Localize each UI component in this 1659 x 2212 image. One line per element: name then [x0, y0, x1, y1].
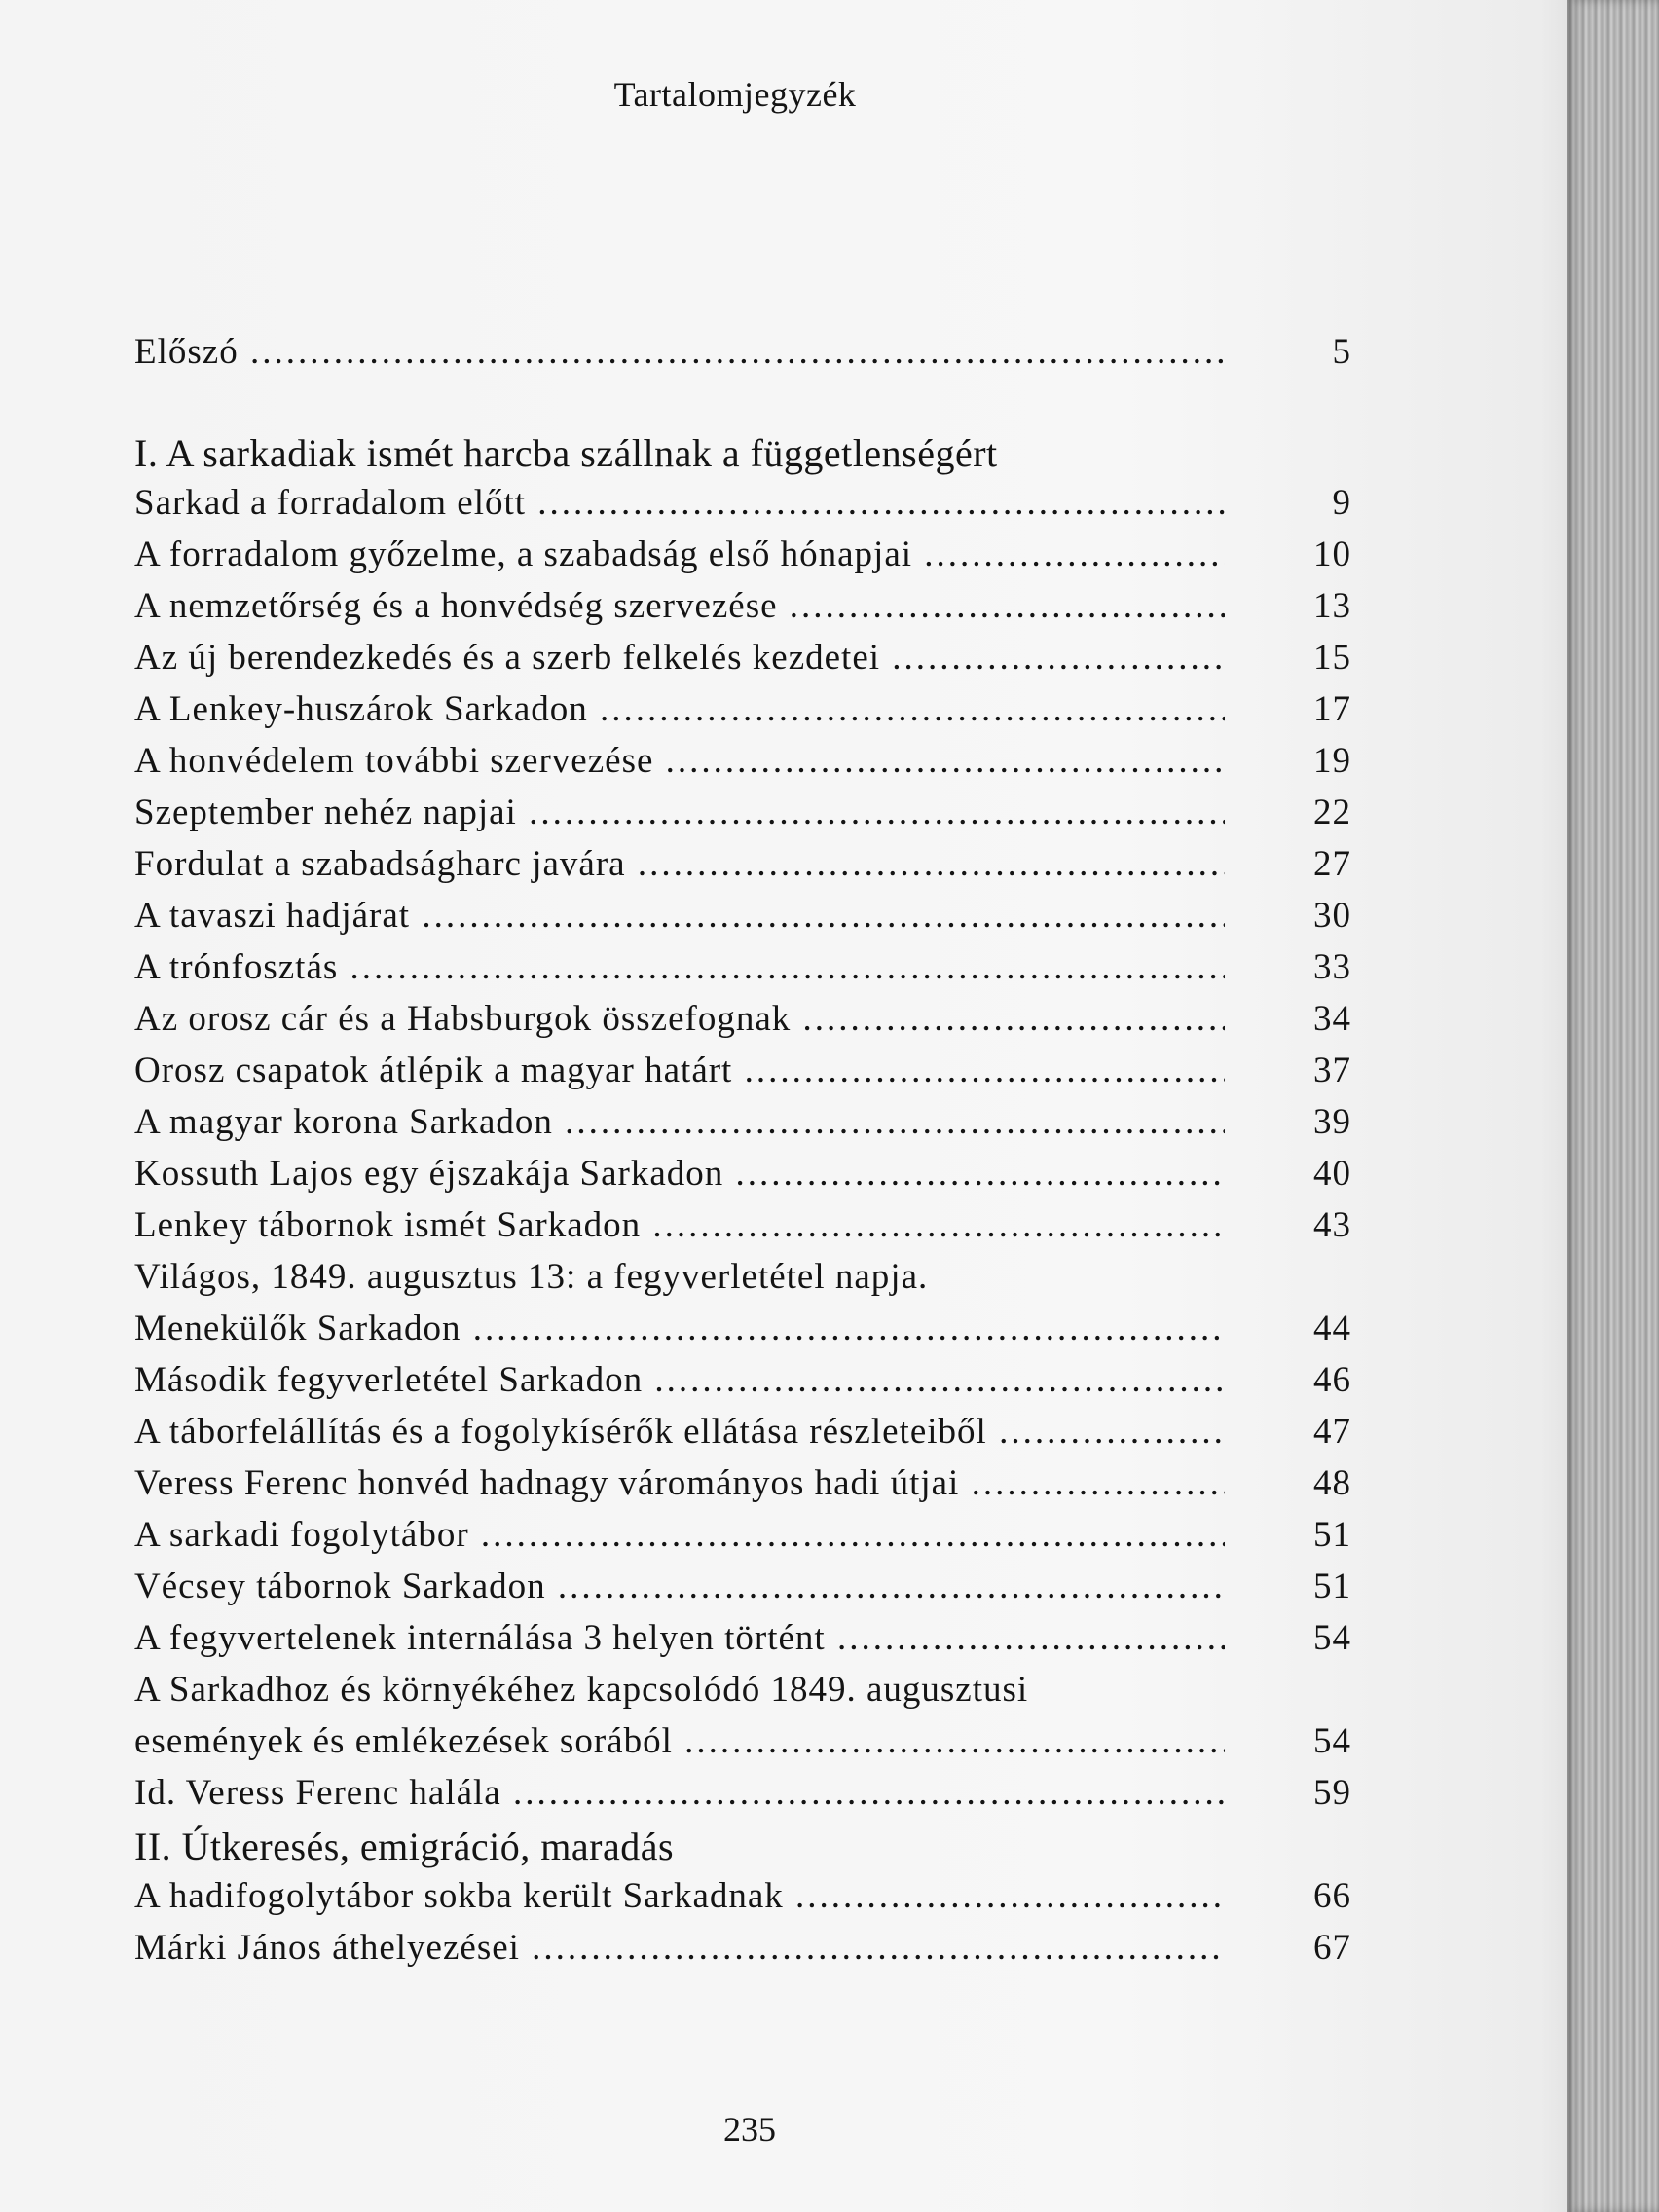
- toc-entry-page: 47: [1313, 1412, 1351, 1452]
- toc-entry[interactable]: [134, 895, 1351, 945]
- toc-entry-title: A honvédelem további szervezése .....: [134, 740, 1225, 782]
- toc-entry-title: A hadifogolytábor sokba került Sarkadnak .....: [134, 1875, 1225, 1917]
- toc-entry-page: 51: [1313, 1515, 1351, 1555]
- toc-entry-page: 48: [1313, 1463, 1351, 1503]
- toc-entry-title: Az orosz cár és a Habsburgok összefognak .....: [134, 998, 1225, 1040]
- toc-entry-title: események és emlékezések sorából .....: [134, 1720, 1225, 1762]
- toc-entry-page: 66: [1313, 1876, 1351, 1916]
- toc-entry[interactable]: [134, 1875, 1351, 1926]
- toc-entry[interactable]: [134, 1720, 1351, 1771]
- toc-entry[interactable]: [134, 792, 1351, 842]
- toc-entry-title: A Lenkey-huszárok Sarkadon .....: [134, 688, 1225, 730]
- toc-entry-page: 5: [1332, 332, 1351, 372]
- toc-entry-page: 9: [1332, 483, 1351, 523]
- toc-entry[interactable]: [134, 1927, 1351, 1977]
- toc-entry[interactable]: [134, 1050, 1351, 1100]
- toc-entry[interactable]: [134, 688, 1351, 739]
- toc-entry-title: Lenkey tábornok ismét Sarkadon .....: [134, 1204, 1225, 1246]
- toc-entry[interactable]: [134, 585, 1351, 636]
- toc-entry[interactable]: [134, 534, 1351, 584]
- toc-entry-page: 43: [1313, 1205, 1351, 1245]
- toc-entry[interactable]: [134, 482, 1351, 533]
- toc-entry-title: A magyar korona Sarkadon .....: [134, 1101, 1225, 1143]
- toc-entry-page: 10: [1313, 535, 1351, 574]
- toc-entry-title: Kossuth Lajos egy éjszakája Sarkadon .....: [134, 1153, 1225, 1195]
- toc-entry[interactable]: [134, 637, 1351, 687]
- page-stack-edge: [1567, 0, 1659, 2212]
- toc-entry-first-line: [134, 1669, 1351, 1719]
- toc-entry-title: Veress Ferenc honvéd hadnagy várományos hadi útjai .....: [134, 1462, 1225, 1504]
- toc-entry[interactable]: [134, 1514, 1351, 1565]
- toc-entry-page: 67: [1313, 1928, 1351, 1968]
- toc-entry-title: Orosz csapatok átlépik a magyar határt .....: [134, 1050, 1225, 1091]
- toc-entry[interactable]: [134, 1462, 1351, 1513]
- toc-entry[interactable]: [134, 1204, 1351, 1255]
- toc-entry-title: Id. Veress Ferenc halála .....: [134, 1772, 1225, 1814]
- toc-entry-page: 54: [1313, 1721, 1351, 1761]
- toc-entry-title: A tavaszi hadjárat .....: [134, 895, 1225, 937]
- toc-entry-page: 37: [1313, 1051, 1351, 1090]
- toc-entry[interactable]: [134, 1566, 1351, 1616]
- toc-entry[interactable]: [134, 946, 1351, 997]
- page-header-title: Tartalomjegyzék: [613, 75, 857, 114]
- toc-entry-title: A fegyvertelenek internálása 3 helyen történt .....: [134, 1617, 1225, 1659]
- toc-entry-title: Az új berendezkedés és a szerb felkelés kezdetei .....: [134, 637, 1225, 679]
- toc-entry-page: 44: [1313, 1309, 1351, 1348]
- toc-entry-title-line1: A Sarkadhoz és környékéhez kapcsolódó 1849. augusztusi: [134, 1670, 1029, 1710]
- toc-entry[interactable]: [134, 740, 1351, 791]
- toc-part-heading: [134, 430, 1351, 481]
- toc-entry-title: A forradalom győzelme, a szabadság első hónapjai .....: [134, 534, 1225, 575]
- toc-entry[interactable]: [134, 1308, 1351, 1358]
- toc-part-title: II. Útkeresés, emigráció, maradás: [134, 1825, 675, 1868]
- toc-entry[interactable]: [134, 1153, 1351, 1203]
- toc-entry-page: 40: [1313, 1154, 1351, 1194]
- toc-entry-page: 27: [1313, 844, 1351, 884]
- toc-entry-title: Menekülők Sarkadon .....: [134, 1308, 1225, 1349]
- toc-entry-title: A trónfosztás .....: [134, 946, 1225, 988]
- toc-part-heading: [134, 1824, 1351, 1874]
- toc-subheading-title: Világos, 1849. augusztus 13: a fegyverletétel napja.: [134, 1257, 929, 1297]
- toc-entry[interactable]: [134, 843, 1351, 894]
- toc-entry-title: Márki János áthelyezései .....: [134, 1927, 1225, 1969]
- toc-entry[interactable]: [134, 1617, 1351, 1668]
- toc-entry[interactable]: [134, 331, 1351, 382]
- toc-entry-page: 15: [1313, 638, 1351, 678]
- toc-entry-page: 59: [1313, 1773, 1351, 1813]
- toc-entry-page: 34: [1313, 999, 1351, 1039]
- toc-entry-page: 54: [1313, 1618, 1351, 1658]
- toc-entry-title: Vécsey tábornok Sarkadon .....: [134, 1566, 1225, 1607]
- toc-entry[interactable]: [134, 1359, 1351, 1410]
- toc-entry-page: 33: [1313, 947, 1351, 987]
- toc-entry-page: 19: [1313, 741, 1351, 781]
- toc-entry-page: 17: [1313, 689, 1351, 729]
- toc-entry-page: 30: [1313, 896, 1351, 936]
- toc-entry-page: 46: [1313, 1360, 1351, 1400]
- toc-entry-page: 22: [1313, 793, 1351, 832]
- toc-part-title: I. A sarkadiak ismét harcba szállnak a függetlenségért: [134, 431, 998, 475]
- toc-entry-title: Szeptember nehéz napjai .....: [134, 792, 1225, 833]
- toc-entry-title: A sarkadi fogolytábor .....: [134, 1514, 1225, 1556]
- toc-entry[interactable]: [134, 1411, 1351, 1461]
- toc-entry[interactable]: [134, 1101, 1351, 1152]
- toc-entry[interactable]: [134, 998, 1351, 1049]
- toc-subheading: [134, 1256, 1351, 1307]
- toc-entry-title: Sarkad a forradalom előtt .....: [134, 482, 1225, 524]
- toc-entry[interactable]: [134, 1772, 1351, 1823]
- toc-entry-page: 51: [1313, 1567, 1351, 1606]
- toc-entry-title: A nemzetőrség és a honvédség szervezése .....: [134, 585, 1225, 627]
- toc-entry-page: 39: [1313, 1102, 1351, 1142]
- toc-entry-title: Fordulat a szabadságharc javára .....: [134, 843, 1225, 885]
- toc-entry-page: 13: [1313, 586, 1351, 626]
- toc-entry-title: Második fegyverletétel Sarkadon .....: [134, 1359, 1225, 1401]
- page-number: 235: [723, 2110, 776, 2149]
- toc-entry-title: A táborfelállítás és a fogolykísérők ellátása részleteiből .....: [134, 1411, 1225, 1453]
- toc-entry-title: Előszó .....: [134, 331, 1225, 373]
